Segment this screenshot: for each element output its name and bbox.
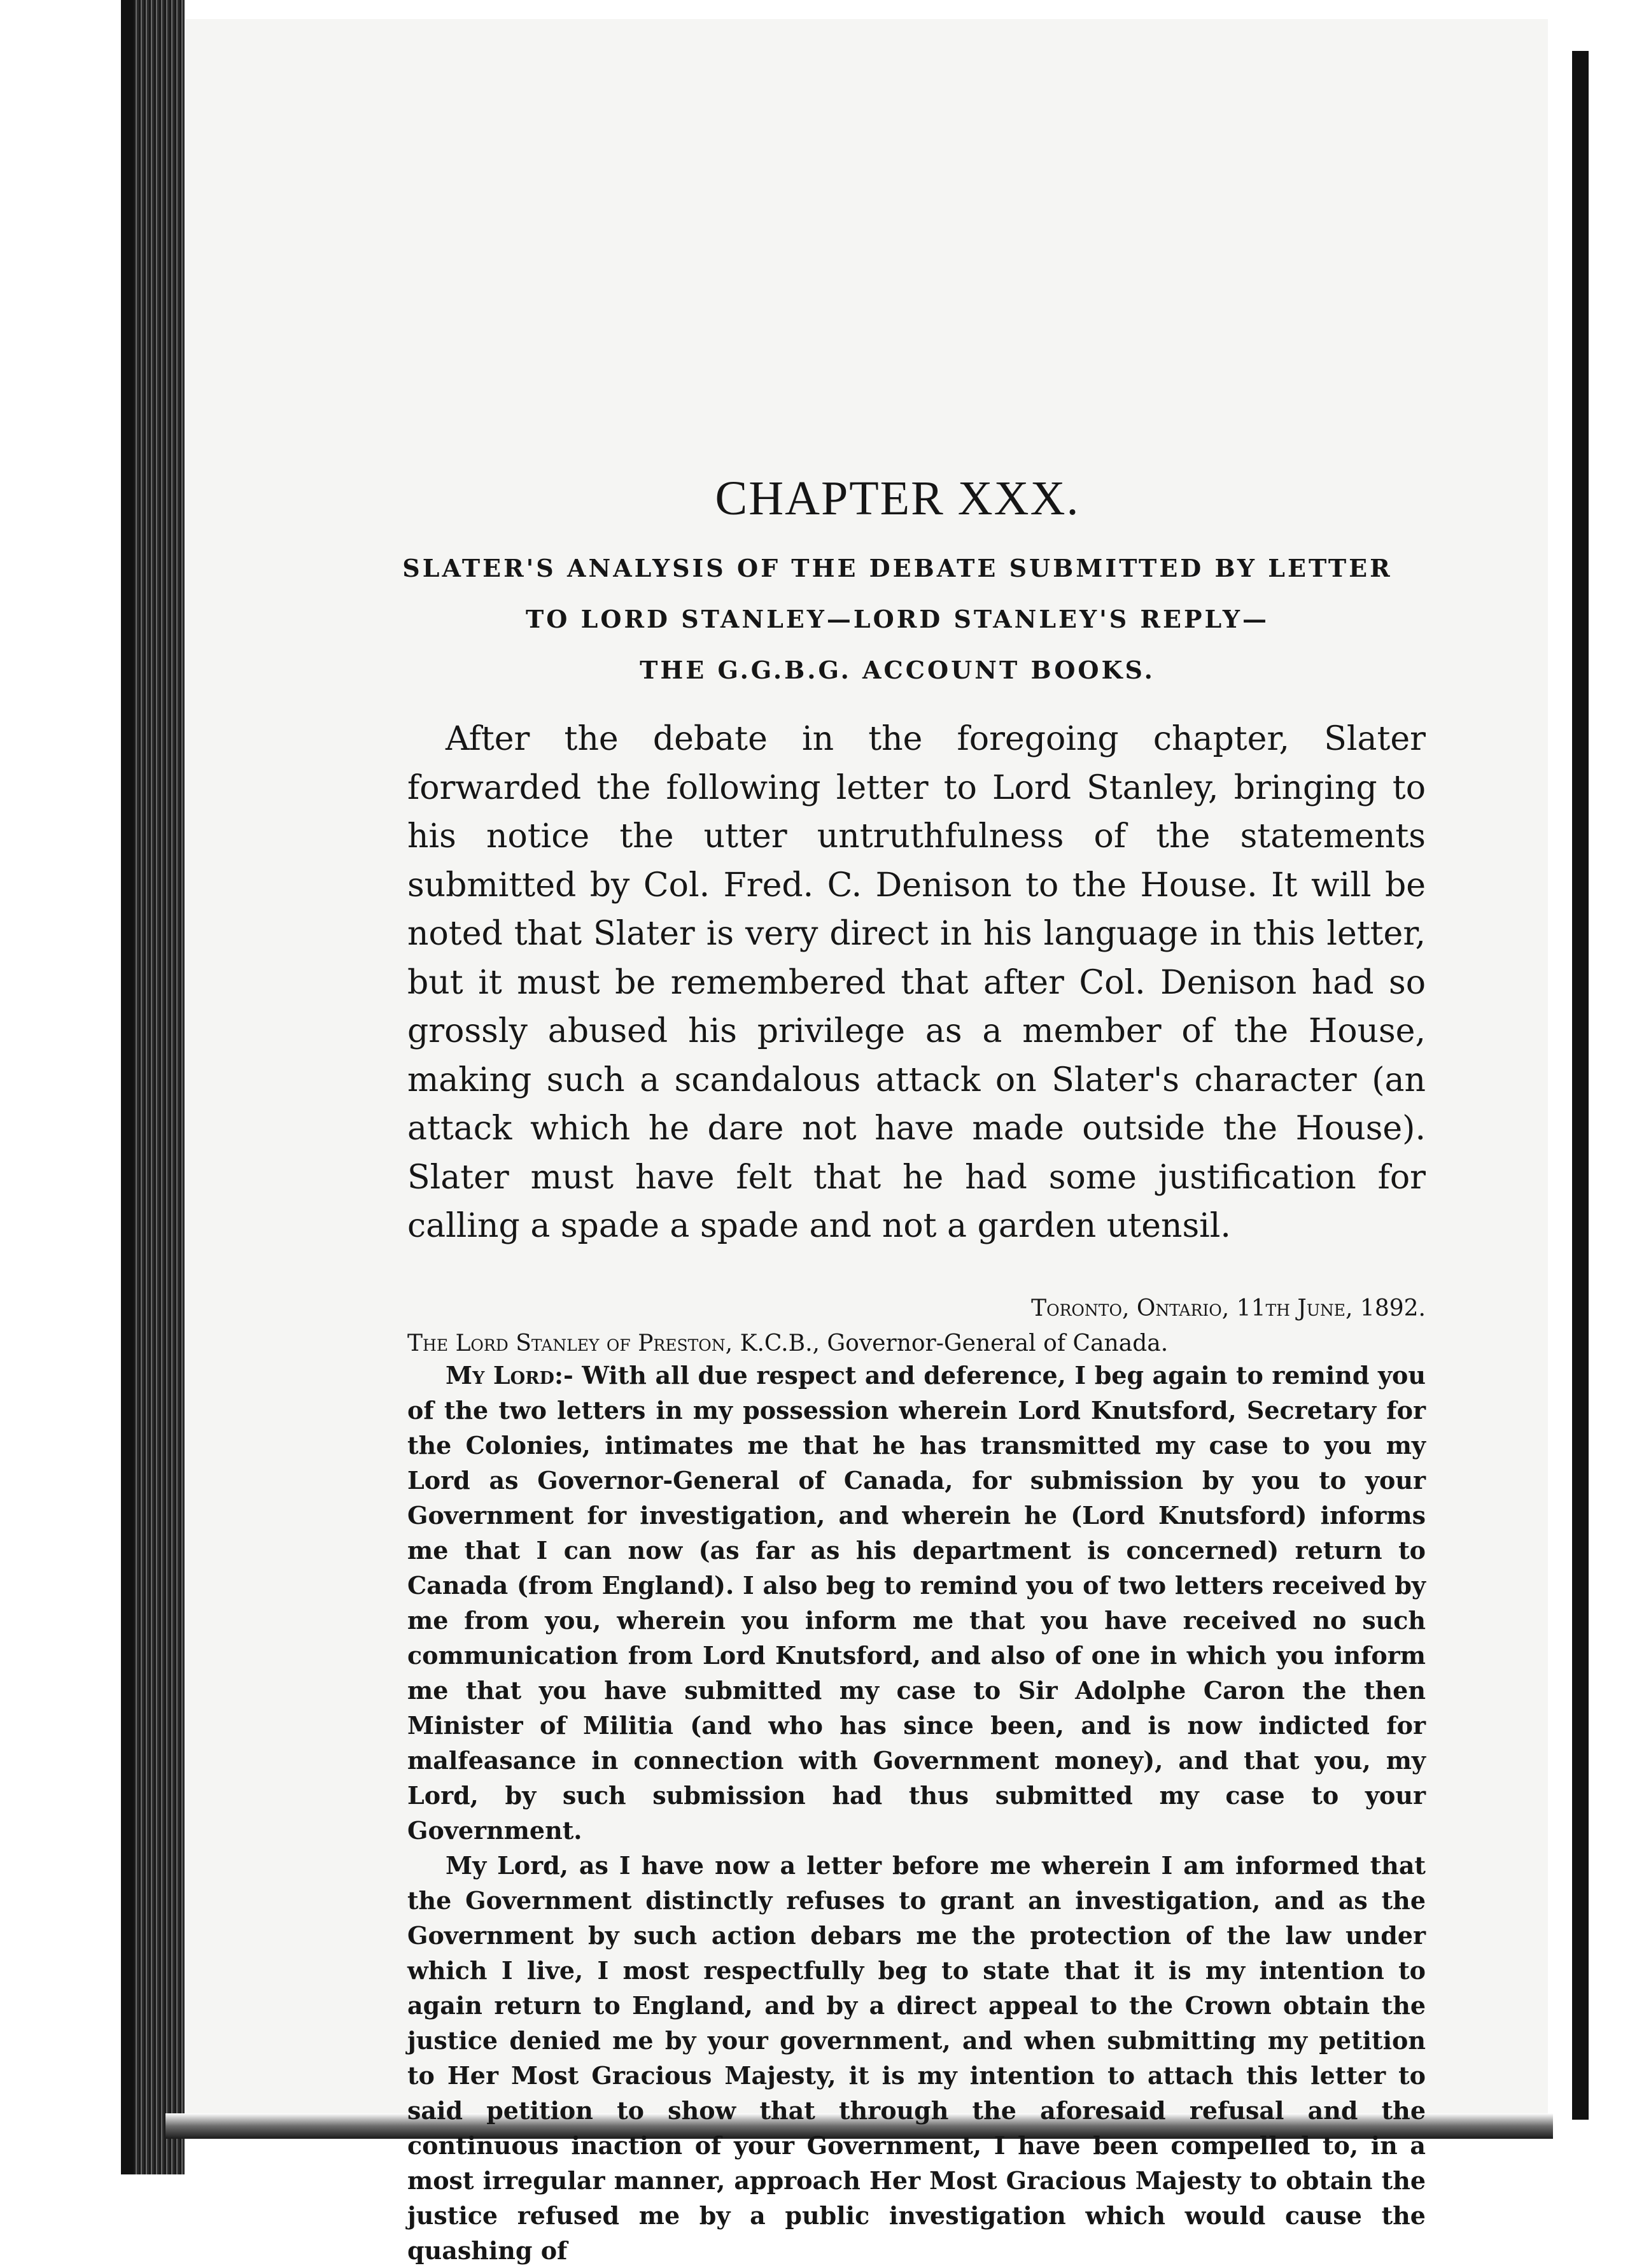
chapter-title: CHAPTER XXX. <box>715 472 1080 525</box>
subtitle-line-3: THE G.G.B.G. ACCOUNT BOOKS. <box>640 656 1155 684</box>
letter-dateline: Toronto, Ontario, 11th June, 1892. <box>1031 1295 1426 1321</box>
letter-salutation: My Lord:- <box>446 1360 573 1390</box>
intro-section <box>407 715 1426 1251</box>
page-content <box>402 446 1426 2268</box>
letter-paragraph-1-text: With all due respect and deference, I beg again to remind you of the two letters in my possession wherein Lord Knutsford, Secretary for the Colonies, intimates me that he has transmitted my case to you my Lord as Governor-General of Canada, for submission by you to your Government for investigation, and wherein he (Lord Knutsford) informs me that I can now (as far as his department is concerned) return to Canada (from England). I also beg to remind you of two letters received by me from you, wherein you inform me that you have received no such communication from Lord Knutsford, and also of one in which you inform me that you have submitted my case to Sir Adolphe Caron the then Minister of Militia (and who has since been, and is now indicted for malfeasance in connection with Government money), and that you, my Lord, by such submission had thus submitted my case to your Government. <box>407 1360 1426 1845</box>
letter-paragraph-2: My Lord, as I have now a letter before me wherein I am informed that the Government distinctly refuses to grant an investigation, and as the Government by such action debars me the protection of the law under which I live, I most respectfully beg to state that it is my intention to again return to England, and by a direct appeal to the Crown obtain the justice denied me by your government, and when submitting my petition to Her Most Gracious Majesty, it is my intention to attach this letter to said petition to show that through the aforesaid refusal and the continuous inaction of your Government, I have been compelled to, in a most irregular manner, approach Her Most Gracious Majesty to obtain the justice refused me by a public investigation which would cause the quashing of <box>407 1850 1426 2265</box>
addressee-name: The Lord Stanley of Preston, <box>407 1330 733 1356</box>
book-spine-shadow <box>121 0 135 2174</box>
facing-page-shadow <box>1572 51 1589 2120</box>
facing-page-edge <box>1553 0 1637 2174</box>
chapter-subtitle <box>369 543 1426 696</box>
letter-addressee <box>407 1330 1426 1356</box>
intro-paragraph: After the debate in the foregoing chapter, Slater forwarded the following letter to Lord Stanley, bringing to his notice the utter untruthfulness of the statements submitted by Col. Fred. C. Denison to the House. It will be noted that Slater is very direct in his language in this letter, but it must be remembered that after Col. Denison had so grossly abused his privilege as a member of the House, making such a scandalous attack on Slater's character (an attack which he dare not have made outside the House). Slater must have felt that he had some justification for calling a spade a spade and not a garden utensil. <box>407 720 1426 1245</box>
subtitle-line-2: TO LORD STANLEY—LORD STANLEY'S REPLY— <box>526 605 1269 633</box>
letter-body <box>407 1358 1426 2268</box>
addressee-title: K.C.B., Governor-General of Canada. <box>740 1330 1169 1356</box>
page-stack-edge <box>134 0 185 2174</box>
subtitle-line-1: SLATER'S ANALYSIS OF THE DEBATE SUBMITTED BY LETTER <box>402 554 1393 582</box>
letter-paragraph-1 <box>407 1358 1426 1848</box>
